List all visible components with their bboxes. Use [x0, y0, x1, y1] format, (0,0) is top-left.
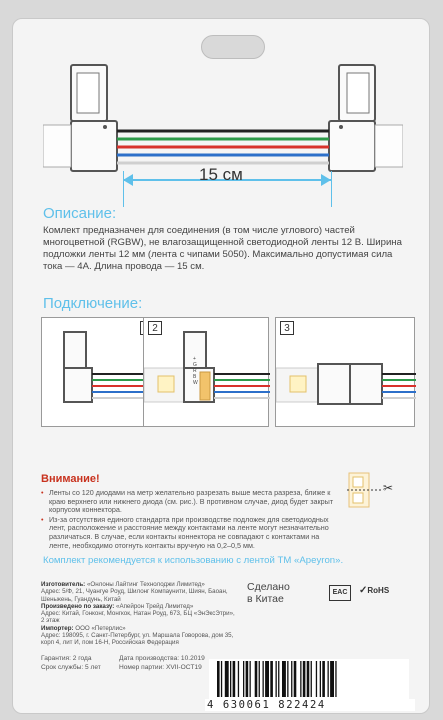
pin-label: + [193, 356, 196, 362]
made-in-line: в Китае [247, 593, 284, 605]
barcode-bar [230, 661, 231, 697]
info-line: Адрес: Китай, Гонконг, Монгкок, Натан Роуд, 673, БЦ «ЭнЭксЭтри», 2 этаж [41, 610, 235, 625]
service-life-text: Срок службы: 5 лет [41, 663, 101, 671]
barcode-bar [330, 661, 334, 697]
barcode-bar [311, 661, 312, 697]
step-number: 3 [280, 321, 294, 335]
eac-mark: EAC [329, 585, 351, 601]
barcode-bar [259, 661, 260, 697]
barcode-bar [282, 661, 286, 697]
barcode-bar [233, 661, 236, 697]
step-panel-1 [41, 317, 159, 427]
production-block [119, 655, 205, 672]
description-text: Комлект предназначен для соединения (в том числе углового) частей многоцветной (RGBW), не влагозащищенной светодиодной ленты 12 В. Ширина подложки ленты 12 мм (лента с чипами 5050). Максимально допустимая сила тока — 4А. Длина провода — 15 см. [43, 225, 402, 272]
step-3-illustration [276, 318, 416, 428]
barcode-bar [335, 661, 336, 697]
guarantee-block [41, 655, 101, 672]
barcode-number: 4 630061 822424 [205, 699, 415, 711]
barcode-bar [217, 661, 220, 697]
step-panel-2 [143, 317, 269, 427]
barcode-bar [328, 661, 329, 697]
barcode-bar [294, 661, 297, 697]
dimension-tick-right [331, 171, 332, 207]
production-date-text: Дата производства: 10.2019 [119, 655, 205, 662]
warning-title: Внимание! [41, 473, 100, 485]
barcode-bar [320, 661, 321, 697]
arrow-right-icon [321, 174, 331, 186]
barcode-bar [250, 661, 251, 697]
barcode-bar [270, 661, 273, 697]
barcode-bar [265, 661, 269, 697]
connection-title: Подключение: [43, 295, 143, 312]
guarantee-text: Гарантия: 2 года [41, 655, 92, 662]
recommend-text: Комплект рекомендуется к использованию с лентой ТМ «Apeyron». [43, 555, 344, 566]
info-line: Импортер: ООО «Петерлис» [41, 624, 126, 632]
barcode-bar [246, 661, 249, 697]
info-line: Изготовитель: «Онлоны Лайтинг Технолоджи Лимитед» [41, 581, 205, 588]
arrow-left-icon [123, 174, 133, 186]
step-number: 2 [148, 321, 162, 335]
barcode-bar [303, 661, 306, 697]
scissors-icon: ✂ [383, 481, 394, 495]
pin-label: B [193, 374, 197, 380]
batch-number-text: Номер партии: XVII-OCT19 [119, 663, 202, 671]
description-title: Описание: [43, 205, 117, 222]
check-icon: ✓ [359, 585, 368, 596]
connector-illustration [43, 55, 403, 175]
barcode-bar [307, 661, 310, 697]
barcode-bar [243, 661, 244, 697]
barcode-bar [255, 661, 258, 697]
barcode-bar [287, 661, 288, 697]
info-line: Произведено по заказу: «Апейрон Трейд Лимитед» [41, 602, 194, 610]
dimension-label: 15 см [199, 165, 243, 184]
warning-item: • Ленты со 120 диодами на метр желательно разрезать выше места разреза, ближе к краю верхнего или нижнего диода (см. рис.). В противном случае, диод будет закрыт корпусом коннектора. [41, 489, 341, 515]
manufacturer-info [41, 581, 237, 647]
barcode-bar [322, 661, 325, 697]
barcode-bars [209, 659, 409, 699]
barcode-bar [225, 661, 229, 697]
made-in [247, 581, 290, 605]
barcode-bar [278, 661, 279, 697]
step-2-illustration [144, 318, 270, 428]
pin-label: R [193, 368, 197, 374]
barcode-bar [316, 661, 317, 697]
info-line: Адрес: 198095, г. Санкт-Петербург, ул. Маршала Говорова, дом 35, корп 4, лит И, пом 16-Н, Российская Федерация [41, 632, 234, 647]
barcode-bar [276, 661, 277, 697]
barcode-bar [238, 661, 239, 697]
rohs-mark: ✓RoHS [359, 585, 390, 596]
barcode-bar [291, 661, 292, 697]
product-card [12, 18, 430, 714]
made-in-line: Сделано [247, 581, 290, 593]
info-line: Адрес: 5/Ф, 21, Чуангуе Роуд, Шилонг Компаунити, Шиян, Баоан, Шеньжень, Гуандунь, Китай [41, 588, 228, 603]
warning-list [41, 489, 341, 551]
barcode-bar [221, 661, 222, 697]
warning-item: • Из-за отсутствия единого стандарта при производстве подложек для светодиодных лент, расположение и расстояние между контактами на ленте могут незначительно различаться. В случае, если контакты коннектора не совпадают с контактами на ленте, необходимо отогнуть контакты вручную на 0,2–0,5 мм. [41, 516, 341, 550]
barcode-bar [263, 661, 264, 697]
barcode-bar [300, 661, 301, 697]
strip-cut-diagram [347, 471, 407, 511]
pin-labels [193, 356, 198, 386]
step-panel-3 [275, 317, 415, 427]
pin-label: G [193, 362, 197, 368]
pin-label: W [193, 380, 198, 386]
